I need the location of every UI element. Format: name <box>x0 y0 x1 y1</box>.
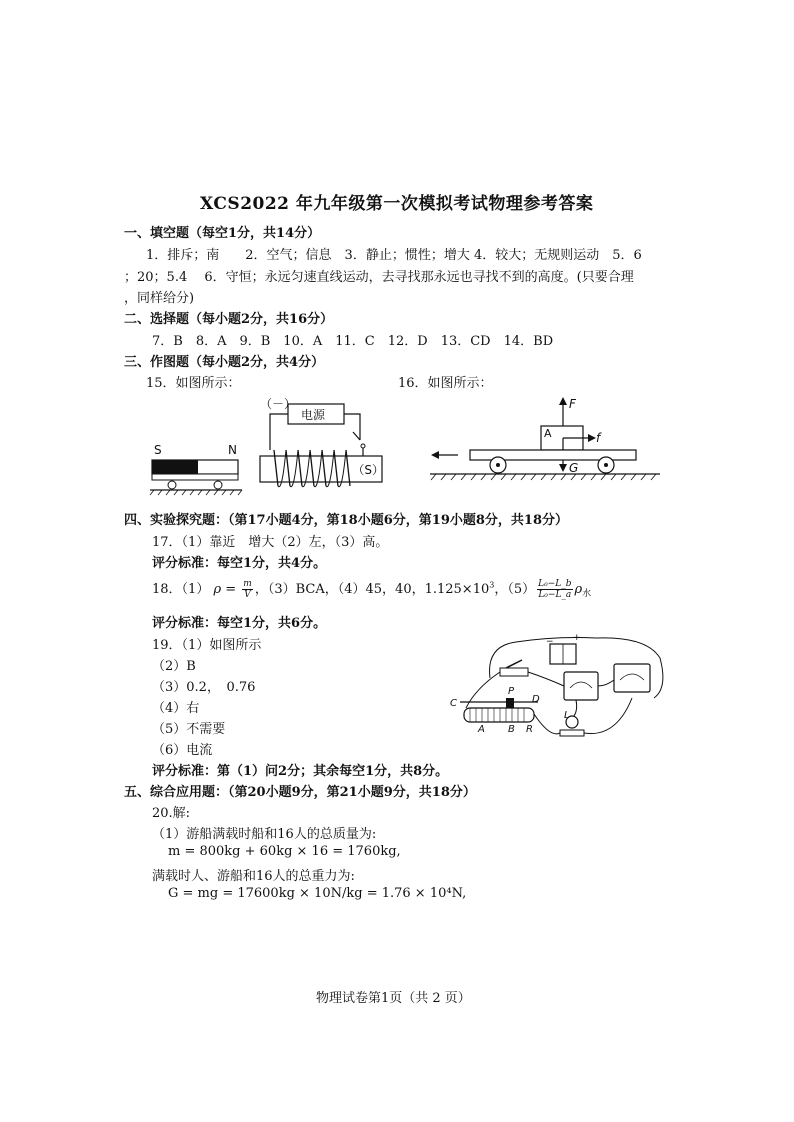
q17-answer: 17．（1）靠近 增大（2）左，（3）高。 <box>152 535 389 550</box>
q18-v: V <box>244 590 251 600</box>
q20-line-4: G = mg = 17600kg × 10N/kg = 1.76 × 10⁴N, <box>168 886 467 901</box>
section-1-heading: 一、填空题（每空1分，共14分） <box>124 226 321 241</box>
fig15-wire-right <box>344 414 360 440</box>
fig15-magnet-s-label: S <box>154 443 162 457</box>
q20-line-2: m = 800kg + 60kg × 16 = 1760kg, <box>168 844 401 859</box>
figure-19-circuit <box>446 628 670 748</box>
fig16-motion-head <box>431 451 439 459</box>
fig19-wire-2 <box>584 698 632 734</box>
fig15-switch-contact <box>361 444 365 448</box>
q19-line-3: （3）0.2， 0.76 <box>152 680 256 695</box>
fig19-label-B: B <box>508 724 515 735</box>
fig19-rheostat <box>464 708 534 722</box>
fig15-magnet-n-label: N <box>228 443 237 457</box>
q19-line-4: （4）右 <box>152 701 200 716</box>
q16-label: 16．如图所示： <box>398 376 493 391</box>
q19-score: 评分标准：第（1）问2分；其余每空1分，共8分。 <box>152 764 449 779</box>
fig19-label-L: L <box>564 710 570 721</box>
fig16-wheel-left-hub <box>496 463 500 467</box>
q18-m: m <box>243 579 252 589</box>
fig19-label-D: D <box>532 694 540 705</box>
section-1-line-2: ；20；5.4 6．守恒；永远匀速直线运动，去寻找那永远也寻找不到的高度。(只要合理 <box>124 270 634 285</box>
q18-denominator: L₀−L_a <box>538 590 572 600</box>
fig19-switch-lever <box>506 660 522 668</box>
fig19-wire-3 <box>598 680 614 686</box>
figure-15-electromagnet <box>148 394 390 496</box>
q20-label: 20.解: <box>152 806 191 821</box>
q18-part-b: ，（3）BCA，（4）45，40，1.125×10 <box>254 582 490 597</box>
fig15-cart-deck <box>152 474 238 480</box>
fig15-magnet-s-half <box>152 460 198 474</box>
fig16-A-label: A <box>544 427 552 440</box>
fig19-wire-4 <box>528 672 564 686</box>
q20-line-1: （1）游船满载时船和16人的总质量为: <box>152 827 377 842</box>
fig19-slider <box>506 698 514 708</box>
q18-rho-eq: ρ = <box>213 582 241 597</box>
q18-numerator: L₀−L_b <box>538 579 572 589</box>
fig19-battery-minus: − <box>546 637 554 647</box>
q19-line-2: （2）B <box>152 659 196 674</box>
fig19-voltmeter <box>614 664 650 692</box>
fig19-wire-6 <box>574 700 577 716</box>
q18-water-sub: 水 <box>582 589 592 599</box>
section-5-heading: 五、综合应用题：（第20小题9分，第21小题9分，共18分） <box>124 785 476 800</box>
section-1-line-3: ，同样给分) <box>124 291 195 306</box>
page-title: XCS2022 年九年级第一次模拟考试物理参考答案 <box>200 194 594 214</box>
section-2-heading: 二、选择题（每小题2分，共16分） <box>124 312 334 327</box>
fig19-switch-base <box>500 668 528 676</box>
q20-line-3: 满载时人、游船和16人的总重力为: <box>152 869 355 884</box>
fig15-s-right-label: （S） <box>352 463 384 477</box>
fig15-wheel-right <box>214 481 222 489</box>
q18-density-fraction <box>242 579 253 600</box>
fig15-wire-left <box>270 414 288 450</box>
fig16-G-label: G <box>569 461 579 475</box>
fig19-label-P: P <box>508 686 515 697</box>
fig16-force-G-head <box>559 464 567 472</box>
q15-label: 15．如图所示： <box>146 376 241 391</box>
fig19-label-C: C <box>450 698 457 709</box>
section-4-heading: 四、实验探究题：（第17小题4分，第18小题6分，第19小题8分，共18分） <box>124 513 568 528</box>
fig15-minus-label: （－） <box>260 397 297 411</box>
q18-score: 评分标准：每空1分，共6分。 <box>152 616 327 631</box>
q18-part-a: 18．（1） <box>152 582 210 597</box>
fig19-label-R: R <box>526 724 533 735</box>
fig15-ground-hatch <box>150 490 242 495</box>
q19-line-6: （6）电流 <box>152 743 213 758</box>
figure-16-force-diagram <box>428 394 662 492</box>
q19-line-1: 19．（1）如图所示 <box>152 638 262 653</box>
q17-score: 评分标准：每空1分，共4分。 <box>152 556 327 571</box>
q18-ratio-fraction <box>537 579 572 600</box>
fig19-battery-plus: + <box>573 633 581 643</box>
section-1-line-1: 1．排斥；南 2．空气；信息 3．静止；惯性；增大 4．较大；无规则运动 5．6 <box>146 248 642 263</box>
fig15-wheel-left <box>168 481 176 489</box>
fig16-f-label: f <box>596 431 601 445</box>
q19-line-5: （5）不需要 <box>152 722 226 737</box>
fig19-label-A: A <box>478 724 485 735</box>
fig15-switch <box>353 432 360 440</box>
fig16-ground-hatch <box>431 474 656 480</box>
fig16-force-f-head <box>588 434 596 442</box>
fig16-force-F-head <box>559 397 567 405</box>
fig19-wire-1 <box>534 714 560 734</box>
section-2-answers: 7．B 8．A 9．B 10．A 11．C 12．D 13．CD 14．BD <box>152 334 554 349</box>
fig19-lamp-base <box>560 730 584 736</box>
fig15-power-label: 电源 <box>301 408 326 422</box>
section-3-heading: 三、作图题（每小题2分，共4分） <box>124 355 325 370</box>
fig16-F-label: F <box>569 397 576 411</box>
q18-exponent: 3 <box>489 580 495 590</box>
q18-rho-water: ρ <box>574 582 583 597</box>
q18-answer <box>152 578 591 600</box>
page-footer: 物理试卷第1页（共 2 页） <box>316 991 471 1006</box>
fig16-wheel-right-hub <box>604 463 608 467</box>
fig19-ammeter <box>564 672 598 700</box>
q18-part-c: ，（5） <box>494 582 536 597</box>
